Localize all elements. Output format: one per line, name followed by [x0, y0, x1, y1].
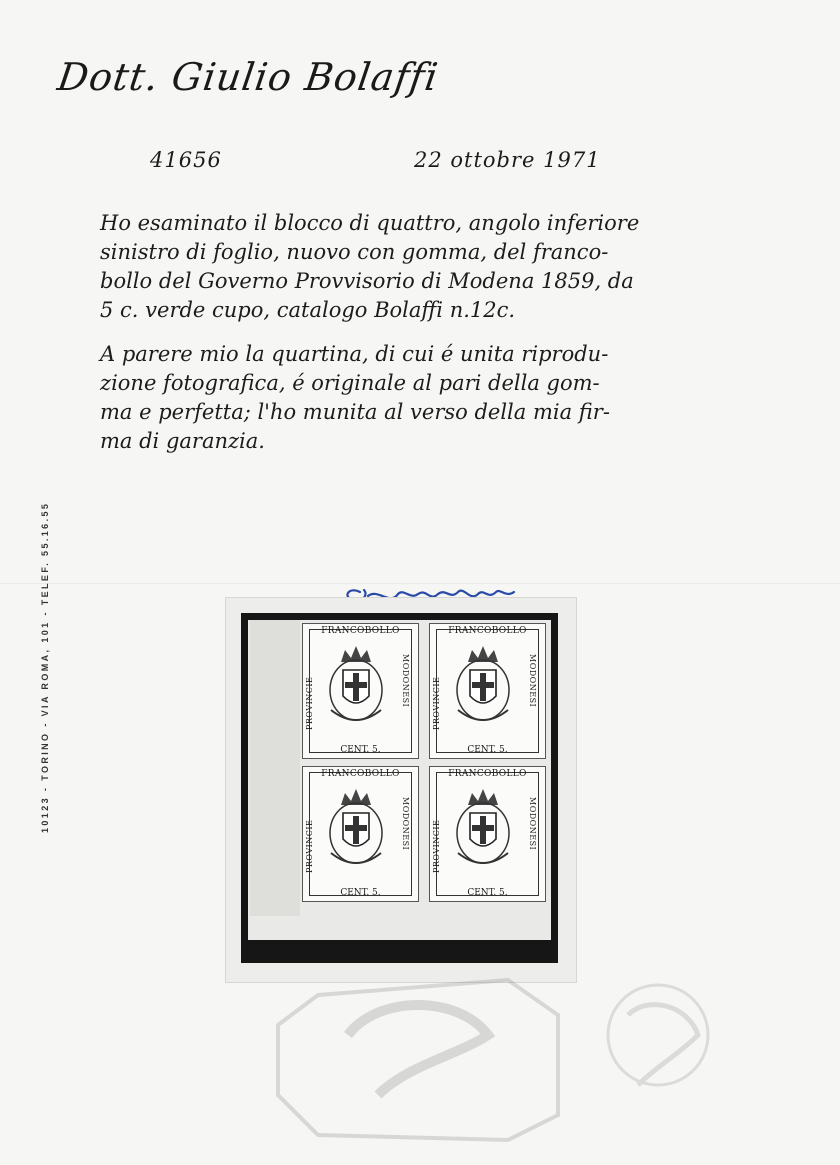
- stamp-right-label: MODONESI: [401, 797, 410, 851]
- stamp-left-label: PROVINCIE: [432, 676, 441, 730]
- stamp-top-label: FRANCOBOLLO: [321, 626, 400, 636]
- text-line: bollo del Governo Provvisorio di Modena 1859, da: [100, 269, 634, 293]
- text-line: A parere mio la quartina, di cui é unita riprodu-: [100, 342, 609, 366]
- text-line: 5 c. verde cupo, catalogo Bolaffi n.12c.: [100, 298, 516, 322]
- opinion-paragraph: [100, 340, 760, 456]
- text-line: ma e perfetta; l'ho munita al verso della mia fir-: [100, 400, 610, 424]
- certificate-date: 22 ottobre 1971: [414, 148, 601, 172]
- stamp-bottom-label: CENT. 5.: [340, 888, 381, 898]
- stamp-top-label: FRANCOBOLLO: [448, 769, 527, 779]
- embossed-seal-watermark: [258, 975, 738, 1145]
- stamp-left-label: PROVINCIE: [432, 819, 441, 873]
- sheet-corner: [248, 620, 551, 940]
- stamp-left-label: PROVINCIE: [305, 676, 314, 730]
- stamp-right-label: MODONESI: [528, 654, 537, 708]
- stamp-top-left: [302, 623, 419, 759]
- side-address: 10123 - TORINO - VIA ROMA, 101 - TELEF. 55.16.55: [40, 501, 50, 833]
- crown-shield-emblem: [448, 783, 518, 879]
- sheet-margin: [250, 620, 300, 916]
- examination-paragraph: [100, 209, 760, 325]
- certificate-number: 41656: [150, 148, 222, 172]
- text-line: zione fotografica, é originale al pari della gom-: [100, 371, 600, 395]
- stamp-top-label: FRANCOBOLLO: [448, 626, 527, 636]
- stamp-right-label: MODONESI: [401, 654, 410, 708]
- stamp-bottom-right: [429, 766, 546, 902]
- text-line: Ho esaminato il blocco di quattro, angolo inferiore: [100, 211, 640, 235]
- stamp-bottom-label: CENT. 5.: [467, 888, 508, 898]
- text-line: ma di garanzia.: [100, 429, 265, 453]
- stamp-bottom-label: CENT. 5.: [340, 745, 381, 755]
- stamp-bottom-label: CENT. 5.: [467, 745, 508, 755]
- stamp-photograph: [225, 597, 577, 983]
- text-line: sinistro di foglio, nuovo con gomma, del franco-: [100, 240, 609, 264]
- crown-shield-emblem: [321, 640, 391, 736]
- stamp-top-label: FRANCOBOLLO: [321, 769, 400, 779]
- certificate-header: Dott. Giulio Bolaffi: [54, 55, 442, 99]
- stamp-top-right: [429, 623, 546, 759]
- stamp-right-label: MODONESI: [528, 797, 537, 851]
- crown-shield-emblem: [448, 640, 518, 736]
- stamp-left-label: PROVINCIE: [305, 819, 314, 873]
- crown-shield-emblem: [321, 783, 391, 879]
- stamp-bottom-left: [302, 766, 419, 902]
